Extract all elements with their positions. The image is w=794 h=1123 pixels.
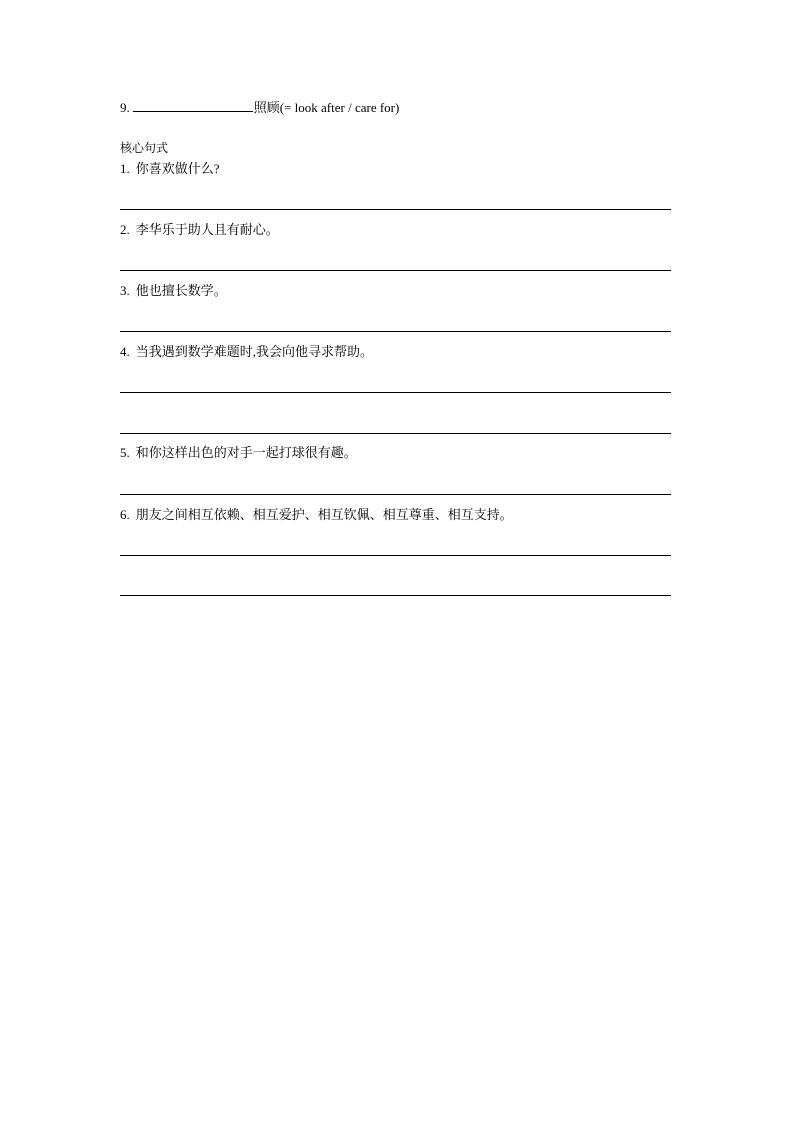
item-9: [120, 98, 399, 116]
sentence-3-number: 3.: [120, 283, 130, 298]
answer-line-4a[interactable]: [120, 392, 671, 393]
answer-line-2[interactable]: [120, 270, 671, 271]
sentence-1-number: 1.: [120, 161, 130, 176]
sentence-2: [120, 222, 279, 238]
answer-line-4b[interactable]: [120, 433, 671, 434]
answer-line-5[interactable]: [120, 494, 671, 495]
answer-line-3[interactable]: [120, 331, 671, 332]
sentence-2-text: 李华乐于助人且有耐心。: [135, 222, 279, 237]
sentence-5-text: 和你这样出色的对手一起打球很有趣。: [135, 445, 357, 460]
item-9-chinese: 照顾: [253, 100, 280, 115]
sentence-3: [120, 283, 227, 299]
sentence-5: [120, 445, 357, 461]
sentence-2-number: 2.: [120, 222, 130, 237]
sentence-6-text: 朋友之间相互依赖、相互爱护、相互钦佩、相互尊重、相互支持。: [135, 507, 513, 522]
section-title: 核心句式: [120, 141, 169, 155]
sentence-4: [120, 344, 373, 360]
answer-line-6a[interactable]: [120, 555, 671, 556]
sentence-3-text: 他也擅长数学。: [135, 283, 227, 298]
answer-line-6b[interactable]: [120, 595, 671, 596]
sentence-4-text: 当我遇到数学难题时,我会向他寻求帮助。: [135, 344, 374, 359]
sentence-5-number: 5.: [120, 445, 130, 460]
item-9-number: 9.: [120, 100, 130, 115]
sentence-1: [120, 161, 220, 177]
item-9-hint: (= look after / care for): [279, 100, 400, 115]
sentence-6: [120, 507, 513, 523]
sentence-4-number: 4.: [120, 344, 130, 359]
sentence-6-number: 6.: [120, 507, 130, 522]
answer-line-1[interactable]: [120, 209, 671, 210]
item-9-blank[interactable]: [133, 98, 253, 112]
sentence-1-text: 你喜欢做什么?: [135, 161, 220, 176]
